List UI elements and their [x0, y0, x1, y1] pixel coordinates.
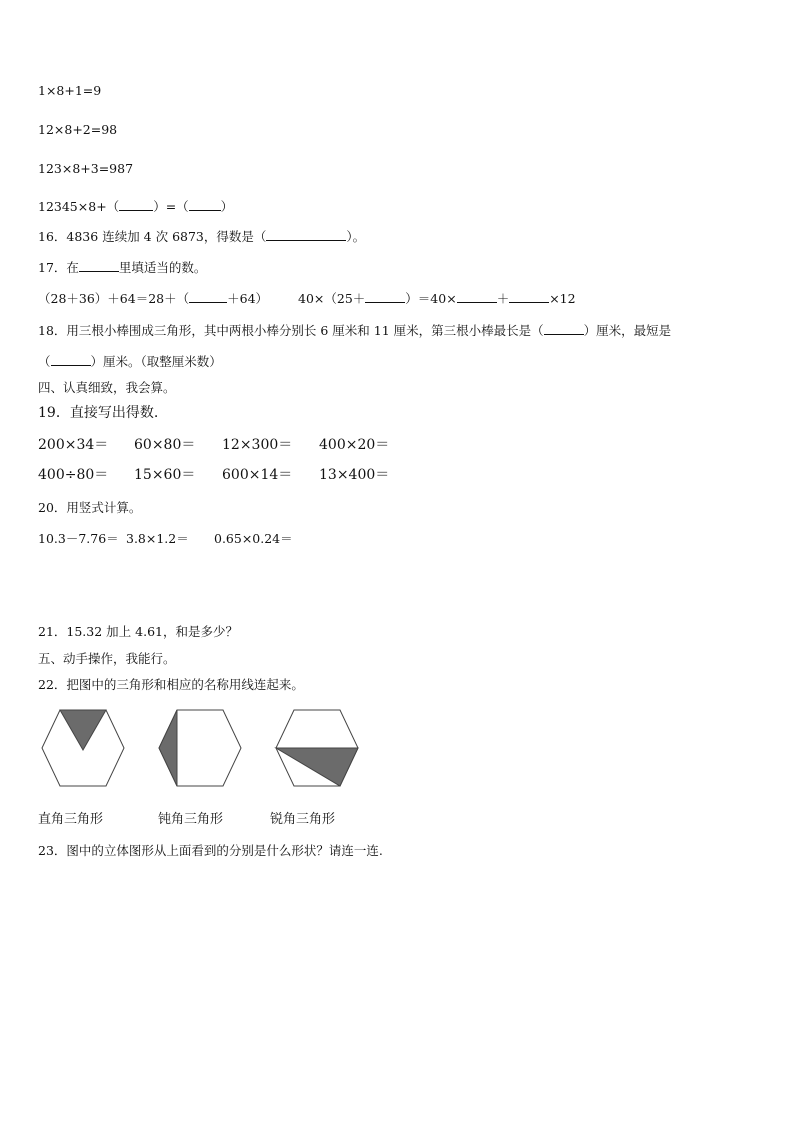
paren-close: ） — [220, 199, 234, 214]
question-17-prefix: 17．在 — [38, 260, 79, 275]
label-obtuse-triangle[interactable]: 钝角三角形 — [158, 812, 224, 827]
question-18-line-1 — [38, 323, 671, 339]
question-18-text-a: 18．用三根小棒围成三角形，其中两根小棒分别长 6 厘米和 11 厘米，第三根小棒最长是（ — [38, 323, 544, 338]
eq1-part-a: （28＋36）＋64＝28＋（ — [38, 291, 190, 306]
pattern-line-2: 12×8+2=98 — [38, 122, 118, 137]
answer-blank[interactable] — [119, 199, 153, 211]
question-17-equations — [38, 291, 576, 307]
pattern-line-4 — [38, 199, 233, 215]
pattern-expr: 12345×8+ — [38, 199, 107, 214]
calc-item: 10.3－7.76＝ — [38, 531, 119, 546]
question-20-title: 20．用竖式计算。 — [38, 500, 142, 515]
question-19-title: 19．直接写出得数. — [38, 405, 159, 421]
calc-item: 3.8×1.2＝ — [126, 531, 189, 546]
question-17-suffix: 里填适当的数。 — [118, 260, 207, 275]
question-18-line-2 — [38, 354, 222, 370]
question-18-text-b: ）厘米，最短是 — [583, 323, 672, 338]
pattern-line-3: 123×8+3=987 — [38, 161, 134, 176]
hexagon-figure-3 — [274, 708, 360, 788]
calc-item: 13×400＝ — [319, 467, 390, 483]
calc-item: 0.65×0.24＝ — [214, 531, 293, 546]
answer-blank[interactable] — [51, 354, 91, 366]
calc-item: 60×80＝ — [134, 437, 196, 453]
section-5-heading: 五、动手操作，我能行。 — [38, 651, 176, 666]
calc-item: 600×14＝ — [222, 467, 293, 483]
eq2-part-d: ×12 — [549, 291, 576, 306]
question-16 — [38, 229, 365, 245]
answer-blank[interactable] — [266, 229, 346, 241]
section-4-heading: 四、认真细致，我会算。 — [38, 380, 176, 395]
eq2-part-c: ＋ — [496, 291, 510, 306]
eq2-part-a: 40×（25＋ — [298, 291, 366, 306]
eq2-part-b: ）＝40× — [405, 291, 457, 306]
question-23: 23．图中的立体图形从上面看到的分别是什么形状？请连一连. — [38, 843, 383, 858]
example-blank — [79, 260, 119, 272]
hexagon-figure-1 — [40, 708, 126, 788]
label-acute-triangle[interactable]: 锐角三角形 — [270, 812, 336, 827]
question-16-text: 16．4836 连续加 4 次 6873，得数是（ — [38, 229, 267, 244]
hexagon-figure-2 — [157, 708, 243, 788]
eq1-part-b: ＋64） — [227, 291, 269, 306]
pattern-line-1: 1×8+1=9 — [38, 83, 102, 98]
question-19-row-2 — [38, 467, 389, 483]
question-17 — [38, 260, 206, 276]
calc-item: 400×20＝ — [319, 437, 390, 453]
calc-item: 400÷80＝ — [38, 467, 109, 483]
answer-blank[interactable] — [189, 199, 221, 211]
answer-blank[interactable] — [457, 291, 497, 303]
label-right-triangle[interactable]: 直角三角形 — [38, 812, 104, 827]
question-18-text-c: （ — [38, 354, 51, 369]
calc-item: 12×300＝ — [222, 437, 293, 453]
triangle-shape[interactable] — [159, 710, 177, 786]
answer-blank[interactable] — [544, 323, 584, 335]
answer-blank[interactable] — [509, 291, 549, 303]
question-19-row-1 — [38, 437, 389, 453]
question-18-text-d: ）厘米。（取整厘米数） — [90, 354, 222, 369]
question-22-title: 22．把图中的三角形和相应的名称用线连起来。 — [38, 677, 304, 692]
calc-item: 15×60＝ — [134, 467, 196, 483]
paren-open: （ — [106, 199, 120, 214]
question-21: 21．15.32 加上 4.61，和是多少？ — [38, 624, 238, 639]
calc-item: 200×34＝ — [38, 437, 109, 453]
question-16-close: ）。 — [346, 229, 366, 244]
question-20-items — [38, 531, 293, 547]
answer-blank[interactable] — [189, 291, 227, 303]
paren-mid: ）=（ — [153, 199, 189, 214]
answer-blank[interactable] — [365, 291, 405, 303]
